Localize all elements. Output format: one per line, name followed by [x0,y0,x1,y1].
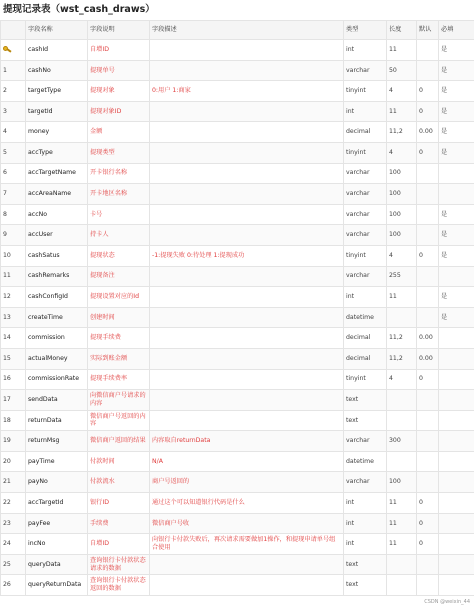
table-row [1,472,474,493]
field-label-cell: 提现对象 [88,81,150,102]
type-cell: int [344,101,387,122]
length-cell: 100 [387,184,417,205]
field-label-cell: 金额 [88,122,150,143]
header-length: 长度 [387,21,417,40]
table-row [1,142,474,163]
field-description-cell [150,60,344,81]
row-index: 1 [1,60,26,81]
row-index: 23 [1,513,26,534]
type-cell: varchar [344,184,387,205]
required-cell: 是 [439,142,474,163]
row-index: 14 [1,328,26,349]
field-label-cell: 自增ID [88,40,150,61]
field-description-cell [150,184,344,205]
length-cell: 300 [387,431,417,452]
default-cell [417,390,439,411]
length-cell: 4 [387,142,417,163]
field-name-cell: accUser [26,225,88,246]
field-description-cell [150,554,344,575]
field-label-cell: 实际到账金额 [88,348,150,369]
table-row [1,493,474,514]
type-cell: decimal [344,122,387,143]
type-cell: int [344,287,387,308]
length-cell [387,307,417,328]
default-cell [417,184,439,205]
default-cell [417,472,439,493]
key-icon [3,45,12,54]
type-cell: text [344,390,387,411]
length-cell: 4 [387,369,417,390]
table-row [1,287,474,308]
row-index: 21 [1,472,26,493]
length-cell [387,554,417,575]
required-cell: 是 [439,81,474,102]
row-index: 16 [1,369,26,390]
type-cell: decimal [344,348,387,369]
field-description-cell: -1:提现失败 0:待处理 1:提现成功 [150,245,344,266]
header-field-label: 字段说明 [88,21,150,40]
required-cell [439,348,474,369]
table-row [1,60,474,81]
field-description-cell [150,225,344,246]
required-cell: 是 [439,307,474,328]
field-label-cell: 提现状态 [88,245,150,266]
length-cell [387,390,417,411]
field-description-cell: 0:用户 1:商家 [150,81,344,102]
table-row [1,204,474,225]
required-cell: 是 [439,225,474,246]
field-description-cell [150,122,344,143]
row-index: 17 [1,390,26,411]
field-label-cell: 微信商户返回的结果 [88,431,150,452]
required-cell [439,328,474,349]
field-description-cell: 向银行卡付款失败后，再次请求需要做加1操作，和提现申请单号组合使用 [150,534,344,555]
row-index: 20 [1,451,26,472]
default-cell: 0 [417,513,439,534]
default-cell: 0 [417,369,439,390]
row-index: 15 [1,348,26,369]
field-name-cell: returnData [26,410,88,431]
table-row [1,245,474,266]
field-description-cell [150,307,344,328]
table-row [1,554,474,575]
length-cell: 100 [387,163,417,184]
header-field-description: 字段描述 [150,21,344,40]
type-cell: int [344,534,387,555]
default-cell: 0 [417,493,439,514]
field-description-cell [150,287,344,308]
field-description-cell [150,328,344,349]
default-cell [417,60,439,81]
field-description-cell [150,163,344,184]
default-cell [417,307,439,328]
length-cell: 100 [387,472,417,493]
field-label-cell: 向微信商户号请求的内容 [88,390,150,411]
field-description-cell: 商户号返回的 [150,472,344,493]
default-cell: 0 [417,245,439,266]
table-row [1,328,474,349]
field-label-cell: 卡号 [88,204,150,225]
field-name-cell: returnMsg [26,431,88,452]
required-cell [439,390,474,411]
table-row [1,534,474,555]
required-cell [439,369,474,390]
type-cell: varchar [344,266,387,287]
length-cell: 100 [387,204,417,225]
field-description-cell [150,204,344,225]
length-cell: 11 [387,287,417,308]
field-label-cell: 提现手续费率 [88,369,150,390]
header-type: 类型 [344,21,387,40]
type-cell: tinyint [344,81,387,102]
table-row [1,101,474,122]
row-index: 24 [1,534,26,555]
type-cell: decimal [344,328,387,349]
type-cell: text [344,410,387,431]
table-row [1,431,474,452]
row-index: 10 [1,245,26,266]
field-label-cell: 持卡人 [88,225,150,246]
type-cell: varchar [344,431,387,452]
table-row [1,307,474,328]
type-cell: text [344,554,387,575]
field-label-cell: 提现手续费 [88,328,150,349]
field-name-cell: createTime [26,307,88,328]
type-cell: tinyint [344,245,387,266]
field-name-cell: sendData [26,390,88,411]
length-cell: 11,2 [387,348,417,369]
default-cell: 0.00 [417,348,439,369]
default-cell [417,225,439,246]
field-description-cell [150,40,344,61]
required-cell [439,451,474,472]
required-cell: 是 [439,60,474,81]
table-row [1,163,474,184]
field-label-cell: 提现对象ID [88,101,150,122]
field-label-cell: 提现单号 [88,60,150,81]
field-label-cell: 开卡地区名称 [88,184,150,205]
default-cell: 0 [417,101,439,122]
required-cell [439,513,474,534]
required-cell: 是 [439,287,474,308]
required-cell: 是 [439,204,474,225]
row-index: 4 [1,122,26,143]
default-cell [417,287,439,308]
row-index: 11 [1,266,26,287]
default-cell [417,266,439,287]
length-cell: 4 [387,245,417,266]
field-name-cell: cashId [26,40,88,61]
field-description-cell: 微信商户号收 [150,513,344,534]
length-cell: 100 [387,225,417,246]
field-description-cell [150,410,344,431]
default-cell: 0 [417,81,439,102]
header-required: 必填 [439,21,474,40]
table-row [1,184,474,205]
table-row [1,40,474,61]
length-cell: 50 [387,60,417,81]
default-cell [417,451,439,472]
row-index: 2 [1,81,26,102]
required-cell [439,472,474,493]
field-label-cell: 微信商户号返回的内容 [88,410,150,431]
type-cell: int [344,513,387,534]
field-description-cell [150,390,344,411]
type-cell: int [344,493,387,514]
field-name-cell: incNo [26,534,88,555]
field-name-cell: cashRemarks [26,266,88,287]
default-cell [417,410,439,431]
table-row [1,81,474,102]
field-description-cell [150,101,344,122]
table-row [1,225,474,246]
table-row [1,513,474,534]
table-row [1,122,474,143]
length-cell: 11 [387,513,417,534]
default-cell [417,554,439,575]
field-name-cell: accTargetId [26,493,88,514]
type-cell: varchar [344,163,387,184]
field-name-cell: payTime [26,451,88,472]
type-cell: tinyint [344,142,387,163]
default-cell: 0.00 [417,122,439,143]
row-index: 13 [1,307,26,328]
field-name-cell: accType [26,142,88,163]
field-name-cell: queryData [26,554,88,575]
length-cell: 11,2 [387,328,417,349]
field-description-cell [150,266,344,287]
table-body [1,40,474,596]
field-name-cell: cashConfigId [26,287,88,308]
row-index: 6 [1,163,26,184]
field-label-cell: 提现备注 [88,266,150,287]
required-cell [439,534,474,555]
field-name-cell: targetType [26,81,88,102]
required-cell [439,493,474,514]
type-cell: varchar [344,225,387,246]
row-index: 3 [1,101,26,122]
field-description-cell: 通过这个可以知道银行代码是什么 [150,493,344,514]
row-index: 12 [1,287,26,308]
type-cell: text [344,575,387,596]
field-label-cell: 提现设置对应的Id [88,287,150,308]
default-cell: 0.00 [417,328,439,349]
field-name-cell: cashNo [26,60,88,81]
field-label-cell: 手续费 [88,513,150,534]
field-name-cell: cashSatus [26,245,88,266]
table-row [1,575,474,596]
row-index: 7 [1,184,26,205]
required-cell [439,266,474,287]
row-index: 22 [1,493,26,514]
row-index: 25 [1,554,26,575]
type-cell: varchar [344,472,387,493]
required-cell [439,163,474,184]
type-cell: tinyint [344,369,387,390]
field-name-cell: queryReturnData [26,575,88,596]
required-cell: 是 [439,122,474,143]
field-name-cell: payFee [26,513,88,534]
field-description-cell [150,348,344,369]
field-label-cell: 付款时间 [88,451,150,472]
field-label-cell: 提现类型 [88,142,150,163]
length-cell [387,575,417,596]
header-index [1,21,26,40]
field-label-cell: 创建时间 [88,307,150,328]
table-row [1,369,474,390]
length-cell: 4 [387,81,417,102]
table-row [1,348,474,369]
length-cell: 11 [387,40,417,61]
type-cell: datetime [344,451,387,472]
required-cell: 是 [439,101,474,122]
watermark: CSDN @weixin_44 [424,599,470,605]
field-label-cell: 查询银行卡付款状态返回的数据 [88,575,150,596]
length-cell: 11 [387,101,417,122]
field-description-cell [150,142,344,163]
field-name-cell: accNo [26,204,88,225]
length-cell: 255 [387,266,417,287]
field-label-cell: 付款流水 [88,472,150,493]
row-index: 26 [1,575,26,596]
field-name-cell: money [26,122,88,143]
length-cell [387,451,417,472]
field-table [0,20,474,596]
default-cell [417,575,439,596]
field-description-cell [150,575,344,596]
field-name-cell: targetId [26,101,88,122]
field-description-cell: N/A [150,451,344,472]
required-cell [439,431,474,452]
row-index: 18 [1,410,26,431]
default-cell [417,431,439,452]
required-cell [439,554,474,575]
required-cell [439,575,474,596]
type-cell: varchar [344,204,387,225]
default-cell: 0 [417,534,439,555]
table-row [1,266,474,287]
primary-key-cell [1,40,26,61]
row-index: 9 [1,225,26,246]
header-field-name: 字段名称 [26,21,88,40]
field-name-cell: payNo [26,472,88,493]
field-label-cell: 开卡银行名称 [88,163,150,184]
default-cell [417,204,439,225]
header-default: 默认 [417,21,439,40]
length-cell: 11 [387,534,417,555]
field-name-cell: commissionRate [26,369,88,390]
field-name-cell: accTargetName [26,163,88,184]
table-row [1,410,474,431]
row-index: 5 [1,142,26,163]
table-row [1,451,474,472]
field-name-cell: accAreaName [26,184,88,205]
length-cell: 11 [387,493,417,514]
type-cell: varchar [344,60,387,81]
table-row [1,390,474,411]
field-description-cell: 内容取自returnData [150,431,344,452]
required-cell: 是 [439,40,474,61]
required-cell [439,184,474,205]
default-cell [417,163,439,184]
field-description-cell [150,369,344,390]
table-header-row [1,21,474,40]
field-name-cell: commission [26,328,88,349]
row-index: 19 [1,431,26,452]
default-cell [417,40,439,61]
type-cell: datetime [344,307,387,328]
length-cell [387,410,417,431]
required-cell [439,410,474,431]
length-cell: 11,2 [387,122,417,143]
type-cell: int [344,40,387,61]
default-cell: 0 [417,142,439,163]
field-label-cell: 查询银行卡付款状态请求的数据 [88,554,150,575]
field-label-cell: 自增ID [88,534,150,555]
field-name-cell: actualMoney [26,348,88,369]
row-index: 8 [1,204,26,225]
page-title: 提现记录表（wst_cash_draws） [3,4,155,15]
required-cell: 是 [439,245,474,266]
field-label-cell: 银行ID [88,493,150,514]
